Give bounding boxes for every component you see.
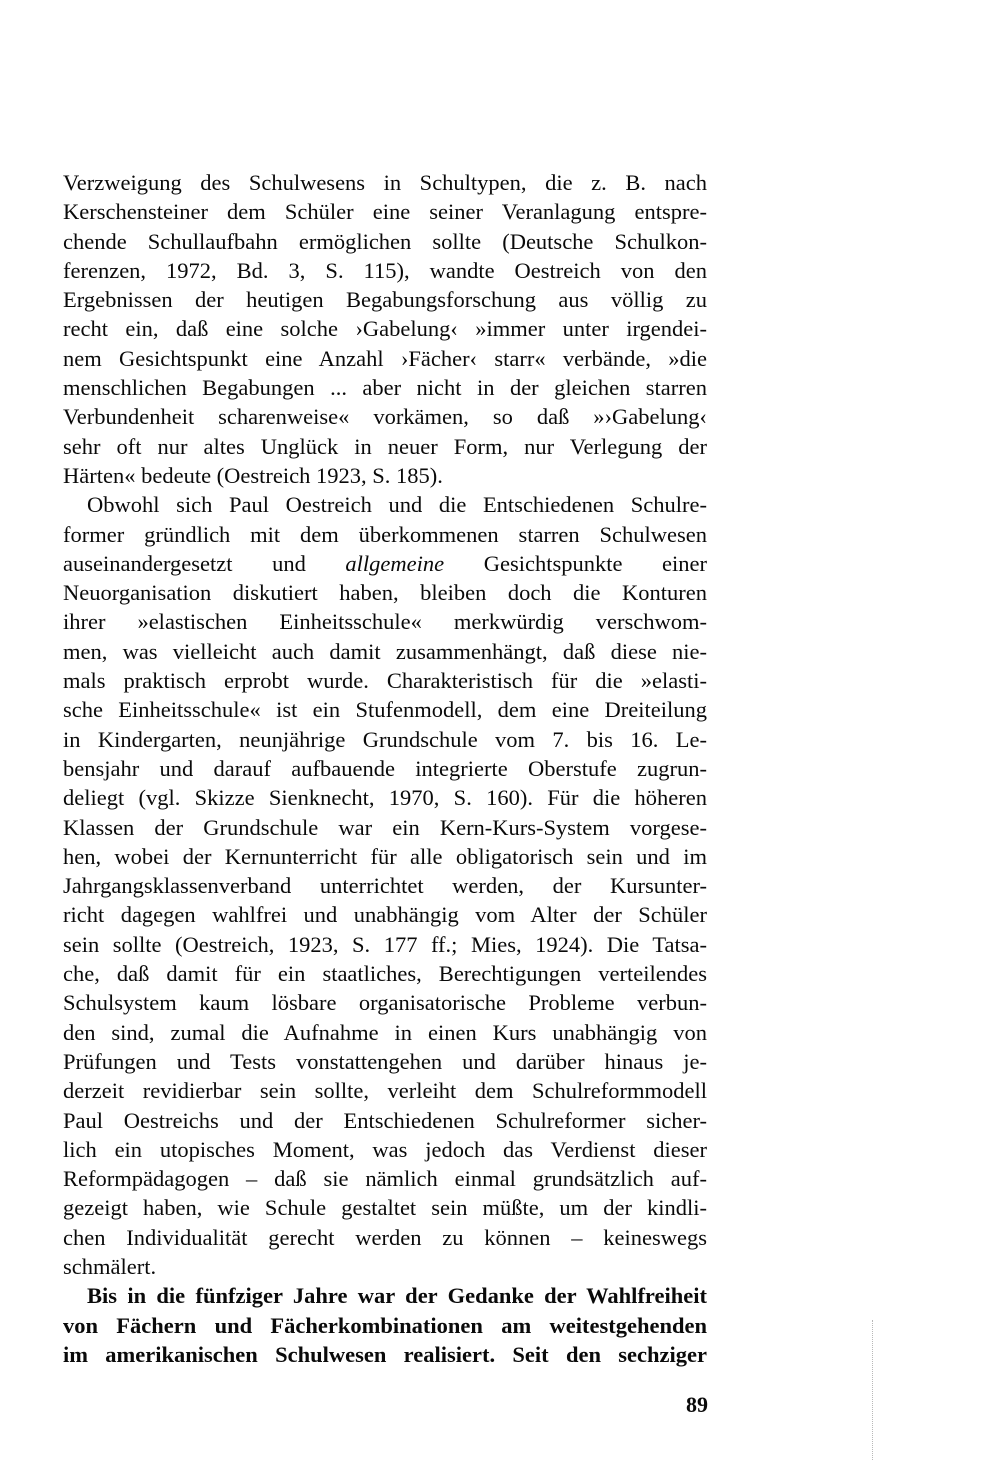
text-line: ferenzen, 1972, Bd. 3, S. 115), wandte Oestreich von den [63, 257, 707, 283]
text-line: Paul Oestreichs und der Entschiedenen Schulreformer sicher- [63, 1107, 707, 1133]
text-line: Ergebnissen der heutigen Begabungsforschung aus völlig zu [63, 287, 707, 313]
text-line: ihrer »elastischen Einheitsschule« merkwürdig verschwom- [63, 609, 707, 635]
text-line: recht ein, daß eine solche ›Gabelung‹ »immer unter irgendei- [63, 316, 707, 342]
text-line: chen Individualität gerecht werden zu können – keineswegs [63, 1224, 707, 1250]
text-line: Klassen der Grundschule war ein Kern-Kurs-System vorgese- [63, 814, 707, 840]
text-line: im amerikanischen Schulwesen realisiert. Seit den sechziger [63, 1341, 707, 1367]
paragraph-2 [63, 490, 707, 1281]
text-line: mals praktisch erprobt wurde. Charakteristisch für die »elasti- [63, 668, 707, 694]
text-line: former gründlich mit dem überkommenen starren Schulwesen [63, 521, 707, 547]
text-line: Reformpädagogen – daß sie nämlich einmal grundsätzlich auf- [63, 1166, 707, 1192]
text-line: den sind, zumal die Aufnahme in einen Kurs unabhängig von [63, 1019, 707, 1045]
text-line: hen, wobei der Kernunterricht für alle obligatorisch sein und im [63, 843, 707, 869]
body-text [63, 168, 707, 1369]
paragraph-3 [63, 1281, 707, 1369]
text-line: deliegt (vgl. Skizze Sienknecht, 1970, S. 160). Für die höheren [63, 785, 707, 811]
text-line: in Kindergarten, neunjährige Grundschule vom 7. bis 16. Le- [63, 726, 707, 752]
text-line: Jahrgangsklassenverband unterrichtet werden, der Kursunter- [63, 873, 707, 899]
scan-edge-mark [872, 1320, 875, 1460]
text-line-with-emphasis: auseinandergesetzt und allgemeine Gesichtspunkte einer [63, 550, 707, 576]
emphasized-word: allgemeine [345, 550, 445, 576]
text-line: lich ein utopisches Moment, was jedoch das Verdienst dieser [63, 1136, 707, 1162]
text-line: chende Schullaufbahn ermöglichen sollte (Deutsche Schulkon- [63, 228, 707, 254]
text-line: Obwohl sich Paul Oestreich und die Entschiedenen Schulre- [87, 492, 707, 518]
text-line: Prüfungen und Tests vonstattengehen und darüber hinaus je- [63, 1048, 707, 1074]
text-line: derzeit revidierbar sein sollte, verleiht dem Schulreformmodell [63, 1078, 707, 1104]
text-line: sche Einheitsschule« ist ein Stufenmodell, dem eine Dreiteilung [63, 697, 707, 723]
text-line: Verbundenheit scharenweise« vorkämen, so daß »›Gabelung‹ [63, 404, 707, 430]
text-line: bensjahr und darauf aufbauende integrierte Oberstufe zugrun- [63, 755, 707, 781]
text-line: Verzweigung des Schulwesens in Schultypen, die z. B. nach [63, 170, 707, 195]
text-line: gezeigt haben, wie Schule gestaltet sein müßte, um der kindli- [63, 1195, 707, 1221]
text-line: Kerschensteiner dem Schüler eine seiner Veranlagung entspre- [63, 199, 707, 225]
text-line: von Fächern und Fächerkombinationen am weitestgehenden [63, 1312, 707, 1338]
paragraph-1 [63, 168, 707, 490]
text-line: schmälert. [63, 1253, 157, 1279]
text-line: sehr oft nur altes Unglück in neuer Form, nur Verlegung der [63, 433, 707, 459]
text-line: che, daß damit für ein staatliches, Berechtigungen verteilendes [63, 961, 707, 987]
text-line: richt dagegen wahlfrei und unabhängig vom Alter der Schüler [63, 902, 707, 928]
text-line: Härten« bedeute (Oestreich 1923, S. 185). [63, 462, 443, 488]
text-line: sein sollte (Oestreich, 1923, S. 177 ff.; Mies, 1924). Die Tatsa- [63, 931, 707, 957]
page-number: 89 [686, 1392, 708, 1417]
text-line: Bis in die fünfziger Jahre war der Gedanke der Wahlfreiheit [87, 1283, 707, 1309]
text-line: menschlichen Begabungen ... aber nicht in der gleichen starren [63, 375, 707, 401]
text-line: Neuorganisation diskutiert haben, bleiben doch die Konturen [63, 580, 707, 606]
text-line: Schulsystem kaum lösbare organisatorische Probleme verbun- [63, 990, 707, 1016]
text-line: men, was vielleicht auch damit zusammenhängt, daß diese nie- [63, 638, 707, 664]
text-line: nem Gesichtspunkt eine Anzahl ›Fächer‹ starr« verbände, »die [63, 345, 707, 371]
